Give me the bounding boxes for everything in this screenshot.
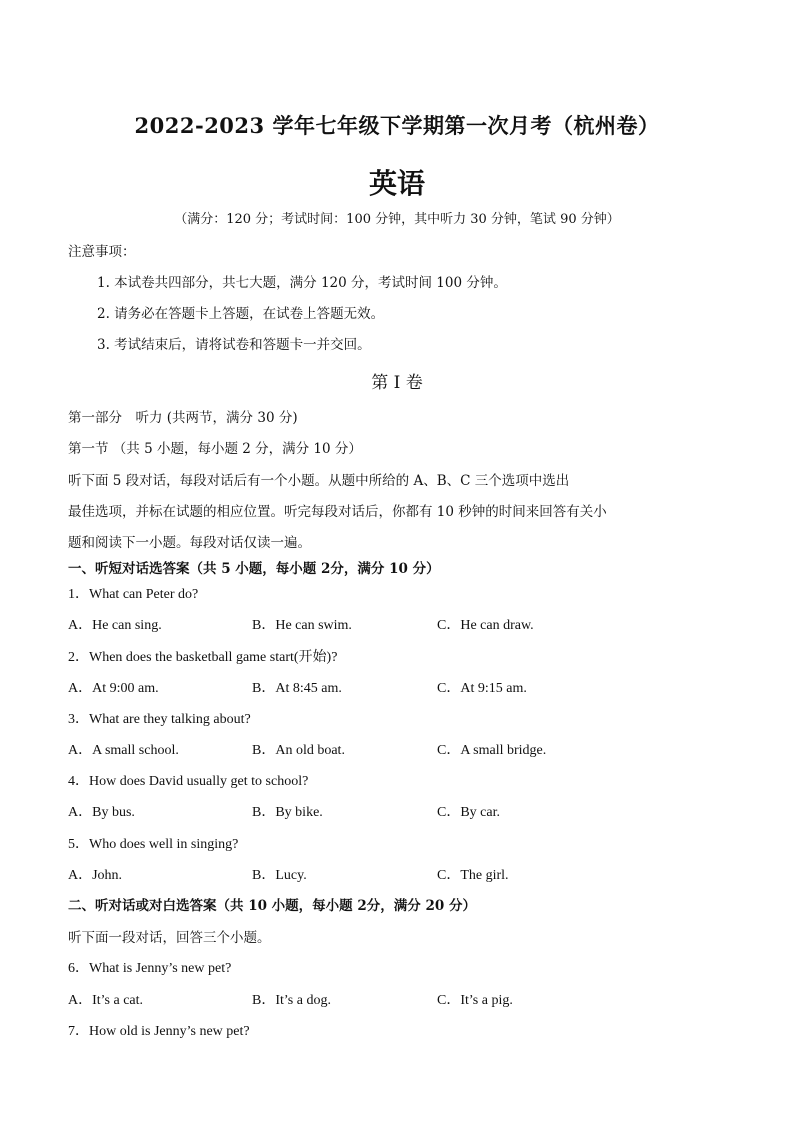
note-item: 2. 请务必在答题卡上答题，在试卷上答题无效。 [97, 306, 385, 322]
question-text: 6．What is Jenny’s new pet? [68, 961, 232, 976]
option-c: C．It’s a pig. [437, 993, 513, 1008]
question-text: 7．How old is Jenny’s new pet? [68, 1024, 250, 1039]
option-c: C．By car. [437, 805, 500, 820]
exam-subject: 英语 [368, 167, 425, 200]
option-c: C．A small bridge. [437, 743, 547, 758]
exam-meta: （满分：120 分；考试时间：100 分钟，其中听力 30 分钟，笔试 90 分钟） [174, 212, 620, 227]
question-text: 4．How does David usually get to school? [68, 774, 309, 789]
option-b: B．At 8:45 am. [252, 681, 342, 696]
option-a: A．It’s a cat. [68, 993, 144, 1008]
option-a: A．At 9:00 am. [68, 681, 159, 696]
option-b: B．By bike. [252, 805, 323, 820]
note-item: 3. 考试结束后，请将试卷和答题卡一并交回。 [97, 337, 371, 353]
notes-heading: 注意事项： [68, 244, 136, 260]
option-c: C．At 9:15 am. [437, 681, 527, 696]
option-a: A．By bus. [68, 805, 135, 820]
instruction-line: 题和阅读下一小题。每段对话仅读一遍。 [68, 535, 311, 551]
option-a: A．A small school. [68, 743, 179, 758]
option-b: B．An old boat. [252, 743, 345, 758]
exam-title: 2022-2023 学年七年级下学期第一次月考（杭州卷） [134, 113, 660, 138]
question-text: 3．What are they talking about? [68, 712, 251, 727]
note-item: 1. 本试卷共四部分，共七大题，满分 120 分，考试时间 100 分钟。 [97, 275, 507, 291]
option-c: C．The girl. [437, 868, 509, 883]
option-b: B．Lucy. [252, 868, 307, 883]
sub-section-heading: 一、听短对话选答案（共 5 小题，每小题 2分，满分 10 分） [68, 561, 440, 577]
option-b: B．He can swim. [252, 618, 352, 633]
part1-heading: 第一部分 听力 (共两节，满分 30 分) [68, 410, 298, 426]
option-b: B．It’s a dog. [252, 993, 331, 1008]
volume-heading: 第 I 卷 [371, 373, 423, 393]
option-a: A．He can sing. [68, 618, 162, 633]
question-text: 5．Who does well in singing? [68, 837, 239, 852]
option-c: C．He can draw. [437, 618, 534, 633]
instruction-line: 听下面 5 段对话，每段对话后有一个小题。从题中所给的 A、B、C 三个选项中选出 [68, 473, 570, 489]
section1-heading: 第一节 （共 5 小题，每小题 2 分，满分 10 分） [68, 441, 362, 457]
sub-section-intro: 听下面一段对话，回答三个小题。 [68, 930, 271, 946]
question-text: 2．When does the basketball game start(开始)? [68, 650, 338, 665]
instruction-line: 最佳选项，并标在试题的相应位置。听完每段对话后，你都有 10 秒钟的时间来回答有关小 [68, 504, 607, 520]
question-text: 1．What can Peter do? [68, 587, 199, 602]
sub-section-heading: 二、听对话或对白选答案（共 10 小题，每小题 2分，满分 20 分） [68, 898, 476, 914]
option-a: A．John. [68, 868, 123, 883]
